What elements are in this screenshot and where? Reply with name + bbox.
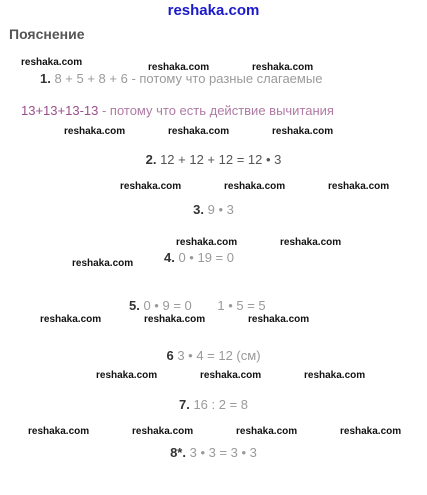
watermark: reshaka.com [272,126,334,137]
answer-number: 6 [166,348,174,363]
watermark: reshaka.com [176,237,238,248]
watermark: reshaka.com [200,370,262,381]
answer-line-2 [0,152,427,167]
watermark: reshaka.com [28,426,90,437]
answer-number: 4. [164,250,175,265]
watermark: reshaka.com [280,237,342,248]
answer-comment: - потому что есть действие вычитания [98,103,334,118]
answer-expression: 13+13+13-13 [21,103,99,118]
answer-line-4 [164,250,234,265]
answer-number: 3. [193,202,204,217]
watermark: reshaka.com [144,314,206,325]
answer-line-1 [40,71,322,86]
watermark: reshaka.com [64,126,126,137]
watermark: reshaka.com [148,62,210,73]
watermark: reshaka.com [168,126,230,137]
answer-expression: 0 • 9 = 0 [143,298,192,313]
answer-expression: 16 : 2 = 8 [193,397,249,412]
answer-number: 1. [40,71,51,86]
answer-expression: 8 + 5 + 8 + 6 [54,71,128,86]
answer-expression: 3 • 3 = 3 • 3 [189,445,257,460]
answer-number: 8*. [170,445,186,460]
answer-number: 7. [178,397,190,412]
answer-expression: 0 • 19 = 0 [178,250,234,265]
answer-number: 5. [129,298,140,313]
watermark: reshaka.com [328,181,390,192]
watermark: reshaka.com [252,62,314,73]
answer-expression: 12 + 12 + 12 = 12 • 3 [160,152,282,167]
answer-line-6 [0,348,427,363]
site-title: reshaka.com [167,2,260,19]
answer-line-1b [21,103,334,118]
watermark: reshaka.com [304,370,366,381]
watermark: reshaka.com [248,314,310,325]
answer-line-3 [0,202,427,217]
answer-expression: 9 • 3 [207,202,234,217]
answer-expression: 3 • 4 = 12 (см) [177,348,261,363]
answer-expression-2: 1 • 5 = 5 [217,298,266,313]
watermark: reshaka.com [72,258,134,269]
answer-number: 2. [145,152,157,167]
explanation-heading: Пояснение [9,26,85,42]
answer-line-8 [0,445,427,460]
watermark: reshaka.com [96,370,158,381]
watermark: reshaka.com [21,57,83,68]
watermark: reshaka.com [40,314,102,325]
watermark: reshaka.com [224,181,286,192]
watermark: reshaka.com [340,426,402,437]
watermark: reshaka.com [236,426,298,437]
answer-line-5 [129,298,266,313]
answer-comment: - потому что разные слагаемые [127,71,323,86]
watermark: reshaka.com [132,426,194,437]
answer-line-7 [0,397,427,412]
watermark: reshaka.com [120,181,182,192]
